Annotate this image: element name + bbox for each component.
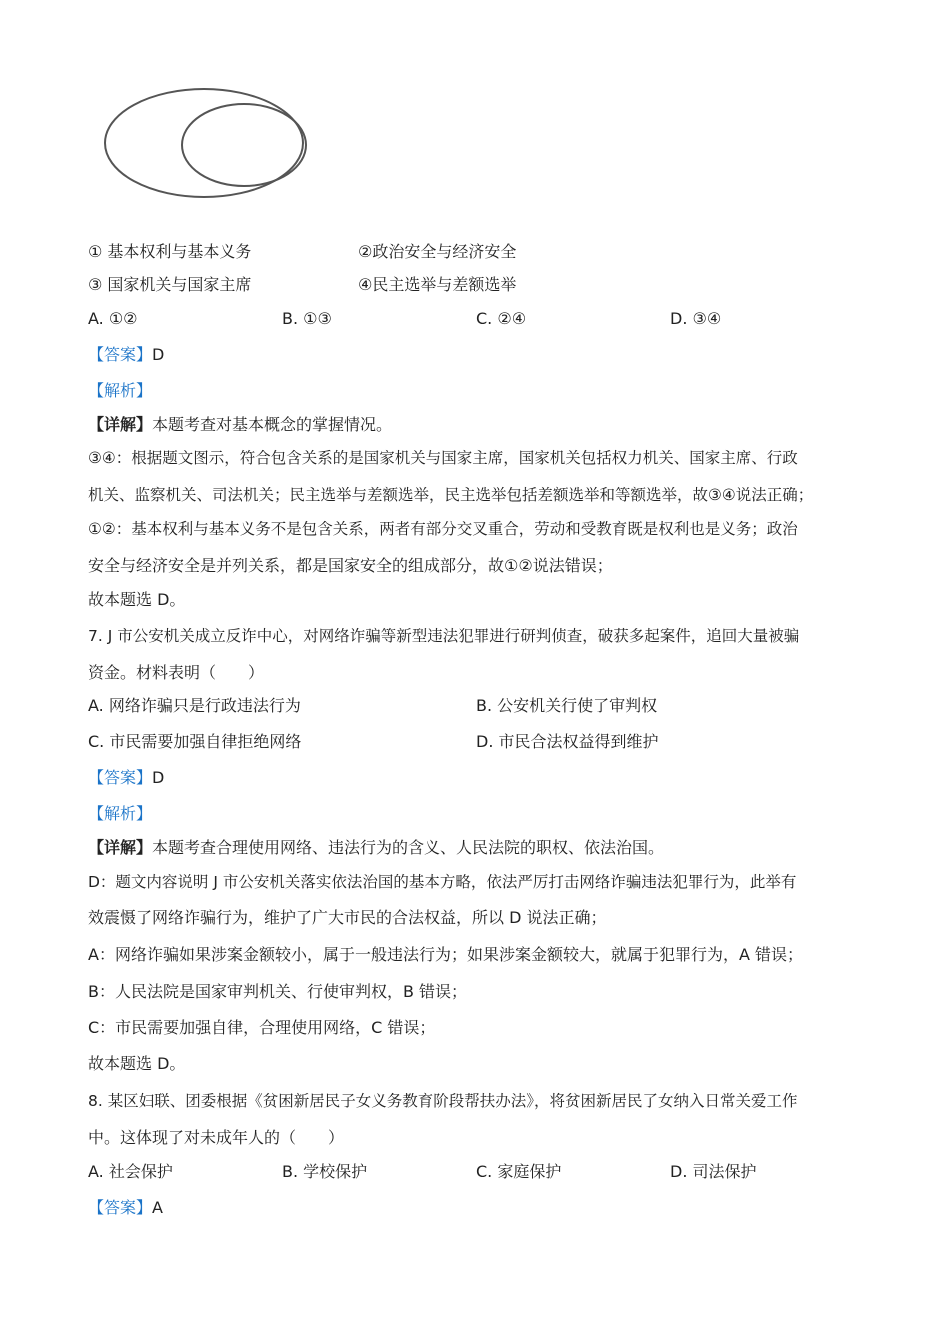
q6-option-b: B. ①③	[282, 309, 332, 328]
q8-answer-line	[88, 1198, 163, 1218]
q7-answer-line	[88, 768, 164, 788]
q6-item-3: ③ 国家机关与国家主席	[88, 275, 252, 294]
q6-option-c: C. ②④	[476, 309, 527, 328]
q7-option-d: D. 市民合法权益得到维护	[476, 732, 659, 751]
q7-analysis-line: B：人民法院是国家审判机关、行使审判权，B 错误；	[88, 982, 468, 1001]
q6-answer: D	[152, 345, 165, 364]
q8-stem: 8. 某区妇联、团委根据《贫困新居民子女义务教育阶段帮扶办法》，将贫困新居民了女纳入日常关爱工作	[88, 1092, 798, 1110]
q8-option-d: D. 司法保护	[670, 1162, 757, 1181]
q8-answer: A	[152, 1198, 163, 1217]
q6-detail-line	[88, 415, 392, 435]
q6-analysis-line: 安全与经济安全是并列关系，都是国家安全的组成部分，故①②说法错误；	[88, 556, 613, 575]
q7-option-c: C. 市民需要加强自律拒绝网络	[88, 732, 302, 751]
q6-detail-text: 本题考查对基本概念的掌握情况。	[152, 415, 393, 434]
inner-ellipse	[182, 104, 306, 186]
q8-option-b: B. 学校保护	[282, 1162, 368, 1181]
q7-conclusion: 故本题选 D。	[88, 1054, 186, 1073]
q6-item-2: ②政治安全与经济安全	[358, 242, 517, 261]
q7-stem: 7. J 市公安机关成立反诈中心，对网络诈骗等新型违法犯罪进行研判侦查，破获多起案件，追回大量被骗	[88, 627, 800, 645]
q7-analysis-tag: 【解析】	[88, 804, 153, 823]
answer-tag: 【答案】	[88, 345, 153, 364]
q6-analysis-tag: 【解析】	[88, 381, 153, 400]
q7-option-a: A. 网络诈骗只是行政违法行为	[88, 696, 301, 715]
q7-analysis-line: A：网络诈骗如果涉案金额较小，属于一般违法行为；如果涉案金额较大，就属于犯罪行为，A 错误；	[88, 945, 803, 964]
answer-tag: 【答案】	[88, 1198, 153, 1217]
q8-option-a: A. 社会保护	[88, 1162, 173, 1181]
q6-option-a: A. ①②	[88, 309, 138, 328]
nested-ellipses-diagram	[100, 84, 315, 204]
detail-tag: 【详解】	[88, 838, 153, 857]
q6-option-d: D. ③④	[670, 309, 722, 328]
q7-stem: 资金。材料表明（ ）	[88, 663, 265, 682]
q7-analysis-line: C：市民需要加强自律，合理使用网络，C 错误；	[88, 1018, 436, 1037]
q6-item-4: ④民主选举与差额选举	[358, 275, 517, 294]
q6-analysis-line: ③④：根据题文图示，符合包含关系的是国家机关与国家主席，国家机关包括权力机关、国家主席、行政	[88, 449, 798, 467]
q6-analysis-line: 机关、监察机关、司法机关；民主选举与差额选举，民主选举包括差额选举和等额选举，故③④说法正确；	[88, 486, 814, 504]
q6-analysis-line: ①②：基本权利与基本义务不是包含关系，两者有部分交叉重合，劳动和受教育既是权利也是义务；政治	[88, 520, 798, 538]
q6-answer-line	[88, 345, 164, 365]
q7-option-b: B. 公安机关行使了审判权	[476, 696, 658, 715]
q6-conclusion: 故本题选 D。	[88, 590, 186, 609]
q8-option-c: C. 家庭保护	[476, 1162, 562, 1181]
q7-answer: D	[152, 768, 165, 787]
q7-detail-text: 本题考查合理使用网络、违法行为的含义、人民法院的职权、依法治国。	[152, 838, 665, 857]
q7-analysis-line: 效震慑了网络诈骗行为，维护了广大市民的合法权益，所以 D 说法正确；	[88, 908, 607, 927]
detail-tag: 【详解】	[88, 415, 153, 434]
answer-tag: 【答案】	[88, 768, 153, 787]
q6-item-1: ① 基本权利与基本义务	[88, 242, 252, 261]
q8-stem: 中。这体现了对未成年人的（ ）	[88, 1128, 345, 1147]
q7-detail-line	[88, 838, 664, 858]
q7-analysis-line: D：题文内容说明 J 市公安机关落实依法治国的基本方略，依法严厉打击网络诈骗违法犯罪行为，此举有	[88, 873, 797, 891]
